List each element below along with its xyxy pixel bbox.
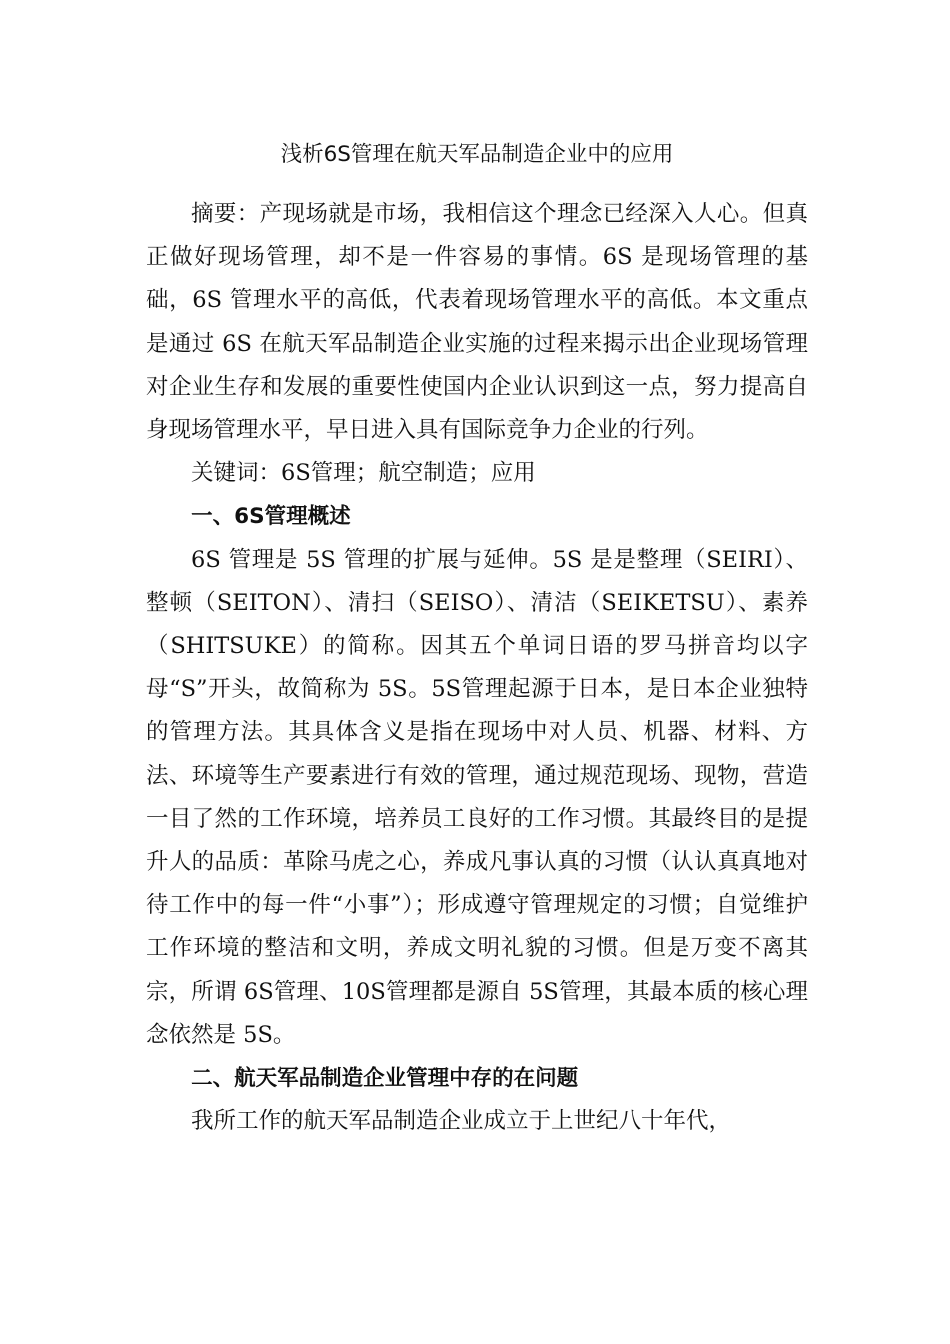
document-title: 浅析6S管理在航天军品制造企业中的应用 [280,142,674,167]
section-1-heading: 一、6S管理概述 [191,504,351,530]
section-2-heading: 二、航天军品制造企业管理中存的在问题 [191,1066,579,1092]
section-2-paragraph: 我所工作的航天军品制造企业成立于上世纪八十年代， [191,1108,732,1135]
abstract-paragraph: 摘要：产现场就是市场，我相信这个理念已经深入人心。但真正做好现场管理，却不是一件容易的事情。6S 是现场管理的基础，6S 管理水平的高低，代表着现场管理水平的高低。本文重点是通过 6S 在航天军品制造企业实施的过程来揭示出企业现场管理对企业生存和发展的重要性使国内企业认识到这一点，努力提高自身现场管理水平，早日进入具有国际竞争力企业的行列。 [146,201,808,444]
document-page [146,138,808,1143]
keywords-paragraph: 关键词：6S管理；航空制造；应用 [191,460,536,487]
section-1-paragraph: 6S 管理是 5S 管理的扩展与延伸。5S 是是整理（SEIRI）、整顿（SEITON）、清扫（SEISO）、清洁（SEIKETSU）、素养（SHITSUKE）的简称。因其五个单词日语的罗马拼音均以字母“S”开头，故简称为 5S。5S管理起源于日本，是日本企业独特的管理方法。其具体含义是指在现场中对人员、机器、材料、方法、环境等生产要素进行有效的管理，通过规范现场、现物，营造一目了然的工作环境，培养员工良好的工作习惯。其最终目的是提升人的品质：革除马虎之心，养成凡事认真的习惯（认认真真地对待工作中的每一件“小事”）；形成遵守管理规定的习惯；自觉维护工作环境的整洁和文明，养成文明礼貌的习惯。但是万变不离其宗，所谓 6S管理、10S管理都是源自 5S管理，其最本质的核心理念依然是 5S。 [146,546,808,1048]
